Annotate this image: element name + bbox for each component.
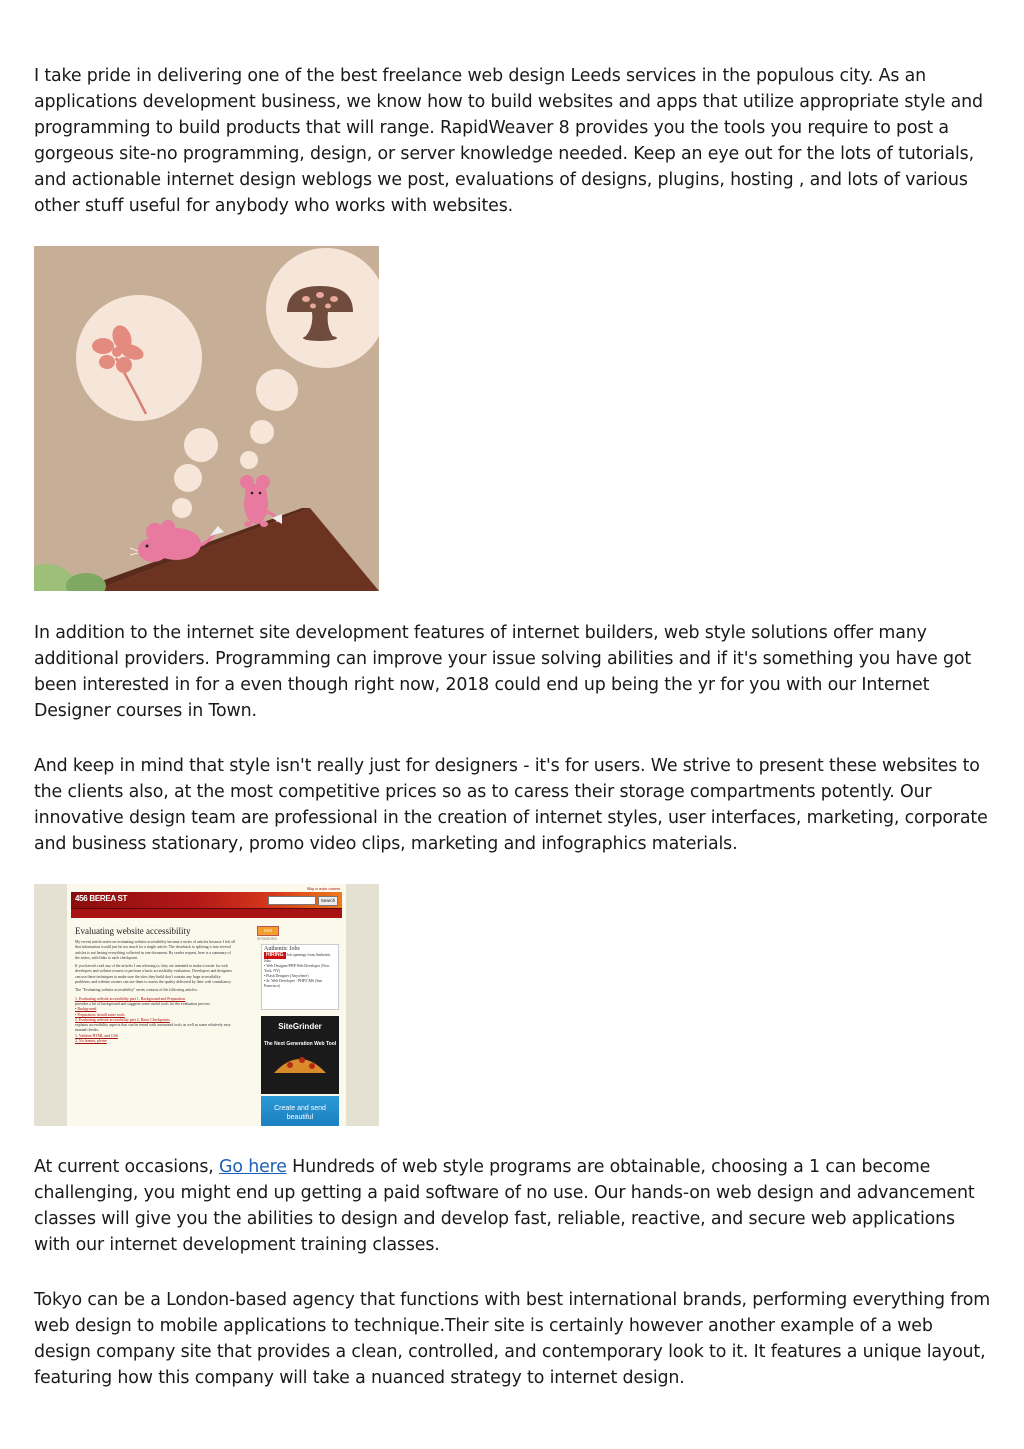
nav-item: Lab <box>130 920 139 925</box>
nav-item: Reviews <box>144 920 162 925</box>
skip-link: Skip to main content <box>306 886 340 891</box>
article-sublist-item: 1. Validate HTML and CSS <box>75 1033 118 1038</box>
paragraph-intro: I take pride in delivering one of the best freelance web design Leeds services in the populous city. As an applications development business, we know how to build websites and apps that utilize appropriate style and programming to build products that will range. RapidWeaver 8 provides you the tools you require to post a gorgeous site-no programming, design, or server knowledge needed. Keep an eye out for the lots of tutorials, and actionable internet design weblogs we post, evaluations of designs, plugins, hosting , and lots of various other stuff useful for anybody who works with websites. <box>34 66 983 216</box>
article-list-item: 2. Evaluating website accessibility part 2, Basic Checkpoints <box>75 1017 170 1022</box>
jobs-item: • Web Designer/PHP Web Developer (New York, NY) <box>264 964 330 973</box>
paragraph-go-here <box>34 1154 994 1258</box>
illustration-mice-dreaming <box>34 246 379 591</box>
screenshot-nav <box>71 908 342 925</box>
screenshot-search-field <box>268 896 316 905</box>
paragraph-tokyo: Tokyo can be a London-based agency that functions with best international brands, performing everything from web design to mobile applications to technique.Their site is certainly however another example of a web design company site that provides a clean, controlled, and contemporary look to it. It features a unique layout, featuring how this company will take a nuanced strategy to internet design. <box>34 1290 991 1388</box>
hiring-badge: HIRING <box>266 952 284 958</box>
text-span: At current occasions, <box>34 1157 219 1177</box>
ad-tagline: The Next Generation Web Tool <box>263 1041 337 1047</box>
site-logo: 456 BEREA ST <box>75 894 128 903</box>
pizza-icon <box>270 1051 330 1073</box>
article-list-item: 1. Evaluating website accessibility part 1, Background and Preparation <box>75 996 186 1001</box>
article-para: If you haven't read any of the articles I am referring to, they are intended to make it easier for web developers and website owners to perform a basic accessibility evaluation. Developers and designers can use these techniques to make sure the sites they build don't contain any huge accessibility problems, and website owners can use them to assess the quality delivered by their web consultancy. <box>75 964 232 985</box>
jobs-intro: Job openings from Authentic Jobs <box>264 953 331 963</box>
go-here-link[interactable]: Go here <box>219 1157 287 1177</box>
jobs-title: Authentic Jobs <box>264 946 300 952</box>
text-span: Hundreds of web style programs are obtainable, choosing a 1 can become challenging, you might end up getting a paid software of no use. Our hands-on web design and advancement classes will give you the abilities to design and develop fast, reliable, reactive, and secure web applications with our internet development training classes. <box>34 1157 975 1255</box>
article-para: My recent article series on evaluating website accessibility became a series of articles because I felt all that information would just be too much for a single article. The drawback to splitting it into several articles is not having everything collected in one document. By reader request, here is a summary of the series, with links to each checkpoint. <box>75 940 235 960</box>
nav-item: About <box>92 920 104 925</box>
ad-name: SiteGrinder <box>278 1022 322 1031</box>
nav-item: Archive <box>109 920 125 925</box>
sponsors-label: SPONSORS <box>257 937 277 941</box>
jobs-item: • Sr. Web Developer - PHP/CMS (San Francisco) <box>264 979 323 988</box>
jobs-item: • Flash Designer (Anywhere) <box>264 974 309 978</box>
nav-item: Home <box>74 920 87 925</box>
screenshot-search-button: Search <box>318 896 338 906</box>
article-list-desc: explains accessibility aspects that can be tested with automated tools as well as some relatively easy manual checks. <box>75 1023 231 1033</box>
paragraph-style-for-users: And keep in mind that style isn't really just for designers - it's for users. We strive to present these websites to the clients also, at the most competitive prices so as to caress their storage compartments potently. Our innovative design team are professional in the creation of internet styles, user interfaces, marketing, corporate and business stationary, promo video clips, marketing and infographics materials. <box>34 756 988 854</box>
nav-item: Contact <box>167 920 183 925</box>
article-body <box>75 940 235 1044</box>
article-sublist-item: 2. No frames, please <box>75 1039 107 1044</box>
sitegrinder-ad <box>261 1016 339 1094</box>
jobs-box <box>261 944 339 1010</box>
illustration-svg <box>34 246 379 591</box>
article-list-desc: provides a bit of background and suggests some useful tools for the evaluation process. <box>75 1001 211 1006</box>
website-screenshot-figure <box>34 884 379 1126</box>
screenshot-page <box>67 884 346 1126</box>
article-para: The "Evaluating website accessibility" series consists of the following articles: <box>75 988 198 993</box>
paragraph-builders: In addition to the internet site development features of internet builders, web style solutions offer many additional providers. Programming can improve your issue solving abilities and if it's something you have got been interested in for a even though right now, 2018 could end up being the yr for you with our Internet Designer courses in Town. <box>34 623 972 721</box>
blue-ad: Create and send beautiful <box>261 1096 339 1126</box>
rss-icon: RSS <box>257 926 279 936</box>
article-sublist-item: • Background <box>75 1007 97 1012</box>
screenshot-header <box>71 892 342 908</box>
article-title: Evaluating website accessibility <box>75 926 191 936</box>
article-sublist-item: • Preparation: install some tools <box>75 1012 125 1017</box>
